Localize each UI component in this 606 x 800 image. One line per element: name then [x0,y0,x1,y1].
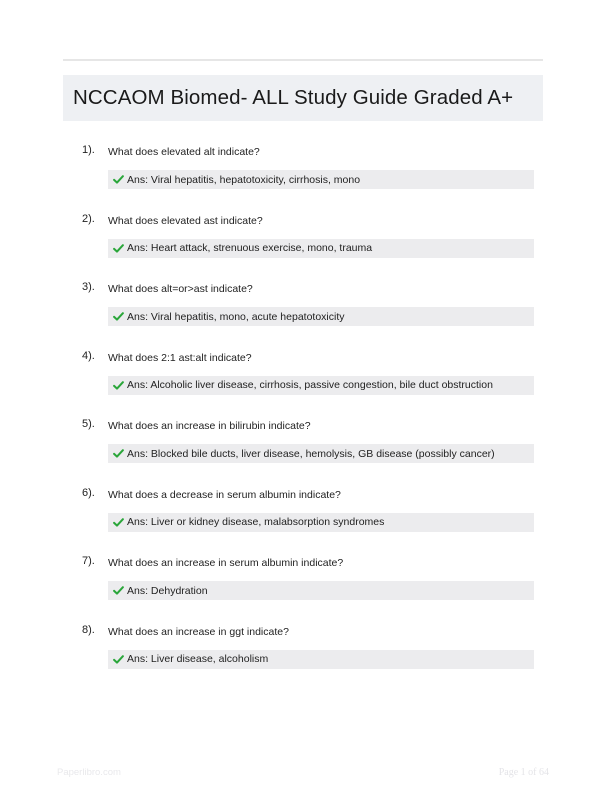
answer-box [108,650,534,669]
top-divider [63,59,543,61]
question-item [0,624,606,693]
question-text: What does 2:1 ast:alt indicate? [108,351,252,364]
question-number: 1). [82,144,95,156]
question-text: What does a decrease in serum albumin indicate? [108,488,341,501]
question-item [0,555,606,624]
question-item [0,281,606,350]
question-item [0,418,606,487]
question-text: What does an increase in serum albumin indicate? [108,557,344,569]
question-number: 6). [82,486,95,499]
page-number: Page 1 of 64 [498,767,549,778]
checkmark-icon [113,243,124,254]
question-text: What does elevated ast indicate? [108,214,263,227]
checkmark-icon [113,311,124,322]
answer-text: Ans: Dehydration [127,584,208,597]
answer-text: Ans: Blocked bile ducts, liver disease, hemolysis, GB disease (possibly cancer) [127,447,495,460]
question-text: What does an increase in ggt indicate? [108,625,289,638]
answer-box [108,376,534,395]
checkmark-icon [113,517,124,528]
checkmark-icon [113,654,124,665]
answer-box [108,581,534,600]
question-item [0,144,606,213]
answer-text: Ans: Heart attack, strenuous exercise, mono, trauma [127,242,373,254]
question-item [0,350,606,419]
question-number: 5). [82,418,95,430]
question-item [0,213,606,282]
question-number: 3). [82,281,95,293]
answer-box [108,307,534,326]
checkmark-icon [113,585,124,596]
page-title: NCCAOM Biomed- ALL Study Guide Graded A+ [73,86,514,109]
checkmark-icon [113,448,124,459]
answer-box [108,513,534,532]
answer-text: Ans: Liver disease, alcoholism [127,653,269,665]
answer-box [108,239,534,258]
checkmark-icon [113,380,124,391]
checkmark-icon [113,174,124,185]
answer-box [108,444,534,463]
question-item [0,487,606,556]
answer-text: Ans: Liver or kidney disease, malabsorption syndromes [127,516,385,528]
answer-text: Ans: Viral hepatitis, hepatotoxicity, cirrhosis, mono [127,173,361,186]
title-banner [63,75,543,121]
question-text: What does an increase in bilirubin indicate? [108,420,311,432]
answer-box [108,170,534,189]
footer-watermark: Paperlibro.com [57,767,121,778]
answer-text: Ans: Alcoholic liver disease, cirrhosis, passive congestion, bile duct obstruction [127,379,493,391]
question-text: What does alt=or>ast indicate? [108,283,253,295]
question-number: 7). [82,555,95,567]
question-number: 4). [82,349,95,362]
question-number: 8). [82,623,95,636]
answer-text: Ans: Viral hepatitis, mono, acute hepatotoxicity [127,310,345,323]
question-number: 2). [82,212,95,225]
question-list [0,144,606,692]
question-text: What does elevated alt indicate? [108,146,260,158]
